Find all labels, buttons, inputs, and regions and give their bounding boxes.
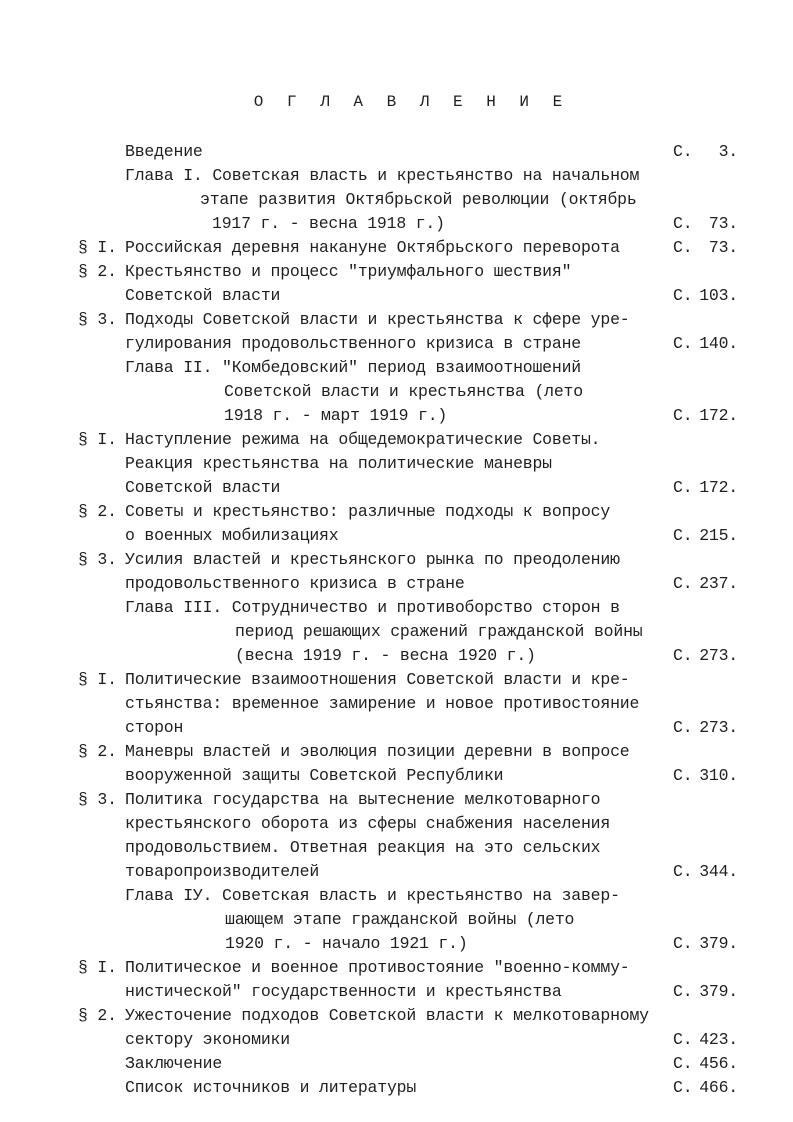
entry-text: Глава I. Советская власть и крестьянство на начальном (125, 166, 640, 185)
entry-text: шающем этапе гражданской войны (лето (225, 910, 575, 929)
toc-entry (0, 788, 793, 812)
page-number: 237. (699, 574, 738, 593)
toc-entry (0, 932, 793, 956)
page-title: О Г Л А В Л Е Н И Е (253, 93, 570, 111)
toc-entry (0, 428, 793, 452)
toc-entry (0, 644, 793, 668)
page-prefix: С. (673, 142, 693, 161)
page-prefix: С. (673, 982, 693, 1001)
toc-entry (0, 164, 793, 188)
toc-entry (0, 572, 793, 596)
entry-text: этапе развития Октябрьской революции (октябрь (200, 190, 637, 209)
page-prefix: С. (673, 1054, 693, 1073)
toc-entry (0, 836, 793, 860)
page-prefix: С. (673, 1030, 693, 1049)
entry-text: продовольственного кризиса в стране (125, 574, 465, 593)
toc-entry (0, 308, 793, 332)
entry-text: Наступление режима на общедемократические Советы. (125, 430, 601, 449)
toc-entry (0, 764, 793, 788)
page-number: 3. (718, 142, 738, 161)
entry-text: Советы и крестьянство: различные подходы к вопросу (125, 502, 611, 521)
section-number: § 3. (78, 550, 117, 569)
page-number: 172. (699, 406, 738, 425)
page-number: 423. (699, 1030, 738, 1049)
entry-text: товаропроизводителей (125, 862, 320, 881)
toc-entry (0, 980, 793, 1004)
entry-text: Политическое и военное противостояние "военно-комму- (125, 958, 630, 977)
page-number: 379. (699, 934, 738, 953)
toc-entry (0, 884, 793, 908)
page-number: 140. (699, 334, 738, 353)
page-number: 466. (699, 1078, 738, 1097)
entry-text: Глава III. Сотрудничество и противоборство сторон в (125, 598, 620, 617)
toc-entry (0, 1004, 793, 1028)
entry-text: Российская деревня накануне Октябрьского переворота (125, 238, 620, 257)
entry-text: Глава II. "Комбедовский" период взаимоотношений (125, 358, 581, 377)
toc-entry (0, 404, 793, 428)
page-prefix: С. (673, 406, 693, 425)
entry-text: стьянства: временное замирение и новое противостояние (125, 694, 640, 713)
page-number: 73. (708, 238, 738, 257)
toc-entry (0, 332, 793, 356)
entry-text: продовольствием. Ответная реакция на это сельских (125, 838, 601, 857)
page-prefix: С. (673, 934, 693, 953)
page-prefix: С. (673, 286, 693, 305)
page-number: 172. (699, 478, 738, 497)
entry-text: период решающих сражений гражданской войны (235, 622, 643, 641)
section-number: § I. (78, 958, 117, 977)
section-number: § 3. (78, 790, 117, 809)
toc-entry (0, 476, 793, 500)
toc-entry (0, 596, 793, 620)
entry-text: (весна 1919 г. - весна 1920 г.) (235, 646, 536, 665)
toc-entry (0, 452, 793, 476)
page-prefix: С. (673, 646, 693, 665)
page-number: 379. (699, 982, 738, 1001)
entry-text: Политика государства на вытеснение мелкотоварного (125, 790, 601, 809)
entry-text: Подходы Советской власти и крестьянства к сфере уре- (125, 310, 630, 329)
entry-text: сектору экономики (125, 1030, 290, 1049)
entry-text: Реакция крестьянства на политические маневры (125, 454, 552, 473)
page-prefix: С. (673, 214, 693, 233)
entry-text: Глава IУ. Советская власть и крестьянство на завер- (125, 886, 620, 905)
page-prefix: С. (673, 718, 693, 737)
page-prefix: С. (673, 334, 693, 353)
entry-text: вооруженной защиты Советской Республики (125, 766, 504, 785)
entry-text: гулирования продовольственного кризиса в стране (125, 334, 581, 353)
page-number: 103. (699, 286, 738, 305)
toc-entry (0, 212, 793, 236)
page-number: 73. (708, 214, 738, 233)
toc-entry (0, 548, 793, 572)
page-prefix: С. (673, 862, 693, 881)
page-prefix: С. (673, 766, 693, 785)
entry-text: Список источников и литературы (125, 1078, 417, 1097)
toc-entry (0, 500, 793, 524)
toc-entry (0, 716, 793, 740)
toc-entry (0, 284, 793, 308)
toc-entry (0, 1028, 793, 1052)
entry-text: сторон (125, 718, 184, 737)
toc-entry (0, 188, 793, 212)
entry-text: 1917 г. - весна 1918 г.) (212, 214, 445, 233)
toc-entry (0, 524, 793, 548)
toc-entry (0, 356, 793, 380)
page-number: 344. (699, 862, 738, 881)
section-number: § I. (78, 238, 117, 257)
section-number: § 2. (78, 262, 117, 281)
section-number: § I. (78, 670, 117, 689)
section-number: § 3. (78, 310, 117, 329)
toc-entry (0, 860, 793, 884)
entry-text: Заключение (125, 1054, 223, 1073)
entry-text: нистической" государственности и крестьянства (125, 982, 562, 1001)
page-number: 215. (699, 526, 738, 545)
entry-text: Политические взаимоотношения Советской власти и кре- (125, 670, 630, 689)
toc-entry (0, 140, 793, 164)
entry-text: о военных мобилизациях (125, 526, 339, 545)
entry-text: Советской власти (125, 286, 281, 305)
entry-text: Введение (125, 142, 203, 161)
entry-text: крестьянского оборота из сферы снабжения населения (125, 814, 611, 833)
entry-text: Советской власти (125, 478, 281, 497)
page-number: 273. (699, 646, 738, 665)
toc-entry (0, 236, 793, 260)
entry-text: Маневры властей и эволюция позиции деревни в вопросе (125, 742, 630, 761)
toc-entry (0, 620, 793, 644)
toc-entry (0, 740, 793, 764)
toc-entry (0, 380, 793, 404)
entry-text: Ужесточение подходов Советской власти к мелкотоварному (125, 1006, 649, 1025)
toc-entry (0, 260, 793, 284)
page-number: 310. (699, 766, 738, 785)
section-number: § 2. (78, 502, 117, 521)
entry-text: Крестьянство и процесс "триумфального шествия" (125, 262, 572, 281)
page-prefix: С. (673, 1078, 693, 1097)
toc-entry (0, 692, 793, 716)
entry-text: Советской власти и крестьянства (лето (224, 382, 583, 401)
entry-text: 1920 г. - начало 1921 г.) (225, 934, 468, 953)
toc-entry (0, 908, 793, 932)
toc-entry (0, 812, 793, 836)
page-number: 273. (699, 718, 738, 737)
section-number: § I. (78, 430, 117, 449)
entry-text: 1918 г. - март 1919 г.) (224, 406, 448, 425)
toc-entry (0, 668, 793, 692)
page-prefix: С. (673, 478, 693, 497)
toc-entry (0, 1052, 793, 1076)
page-prefix: С. (673, 526, 693, 545)
page-prefix: С. (673, 238, 693, 257)
section-number: § 2. (78, 1006, 117, 1025)
section-number: § 2. (78, 742, 117, 761)
entry-text: Усилия властей и крестьянского рынка по преодолению (125, 550, 620, 569)
page-number: 456. (699, 1054, 738, 1073)
toc-entry (0, 1076, 793, 1100)
page-prefix: С. (673, 574, 693, 593)
toc-entry (0, 956, 793, 980)
